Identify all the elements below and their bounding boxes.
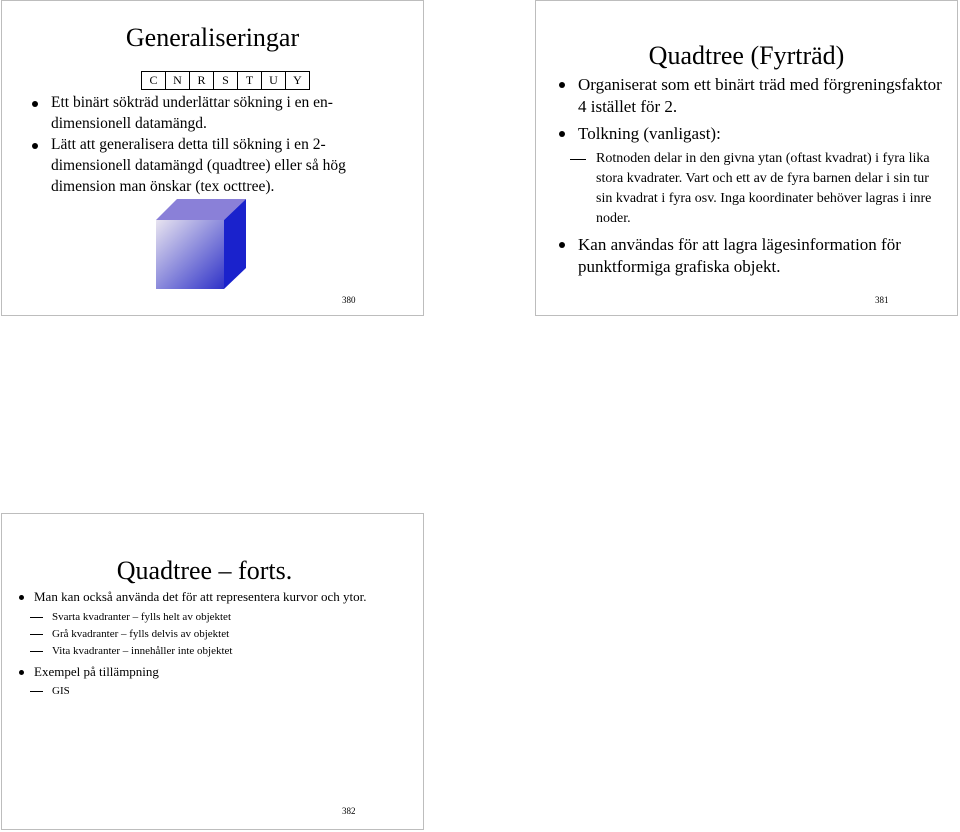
slide-380: [1, 0, 424, 316]
bullet: [51, 134, 381, 197]
dash-icon: [30, 617, 43, 618]
sub-bullet-text: GIS: [52, 685, 70, 697]
dash-icon: [30, 691, 43, 692]
slide-381: [535, 0, 958, 316]
cube-front-face: [156, 220, 224, 289]
bullet-text: Exempel på tillämpning: [34, 664, 159, 679]
sub-bullet-text: Grå kvadranter – fylls delvis av objektet: [52, 628, 230, 640]
sub-bullet: [52, 644, 412, 658]
letter-cell: U: [262, 72, 286, 90]
bullet: [578, 234, 948, 278]
bullet-dot-icon: [559, 242, 565, 248]
cube-illustration: [154, 199, 248, 293]
slide-number: 382: [342, 806, 356, 816]
sub-bullet: [52, 684, 412, 698]
bullet: [578, 123, 948, 145]
slide-title: Quadtree – forts.: [116, 556, 293, 585]
sub-bullet-text: Vita kvadranter – innehåller inte objektet: [52, 645, 233, 657]
sub-bullet: [52, 610, 412, 624]
letter-cell: N: [166, 72, 190, 90]
bullet: [51, 92, 381, 134]
slide-title: Quadtree (Fyrträd): [648, 41, 845, 70]
slide-title: Generaliseringar: [125, 23, 300, 52]
sub-bullet-text: Rotnoden delar in den givna ytan (oftast kvadrat) i fyra lika stora kvadrater. Vart och ett av de fyra barnen delar i sin tur sin kvadrat i fyra osv. Inga koordinater behöver lagras i inre noder.: [596, 151, 932, 226]
bullet-dot-icon: [559, 131, 565, 137]
bullet: [578, 74, 948, 118]
sub-bullet: [52, 627, 412, 641]
bullet: [34, 588, 424, 606]
bullet-text: Organiserat som ett binärt träd med förgreningsfaktor 4 istället för 2.: [578, 75, 942, 116]
letter-cell: R: [190, 72, 214, 90]
dash-icon: [570, 159, 586, 160]
bullet-text: Tolkning (vanligast):: [578, 124, 721, 143]
dash-icon: [30, 651, 43, 652]
letter-cell: C: [142, 72, 166, 90]
bullet-text: Man kan också använda det för att representera kurvor och ytor.: [34, 589, 367, 604]
dash-icon: [30, 634, 43, 635]
bullet-text: Kan användas för att lagra lägesinformation för punktformiga grafiska objekt.: [578, 235, 901, 276]
bullet-dot-icon: [32, 143, 38, 149]
letter-cell: T: [238, 72, 262, 90]
letter-table: [141, 71, 310, 90]
bullet-text: Ett binärt sökträd underlättar sökning i en en- dimensionell datamängd.: [51, 94, 333, 132]
bullet-text: Lätt att generalisera detta till sökning i en 2- dimensionell datamängd (quadtree) eller så hög dimension man önskar (tex octtree).: [51, 136, 346, 195]
bullet-dot-icon: [19, 595, 24, 600]
sub-bullet-text: Svarta kvadranter – fylls helt av objektet: [52, 611, 231, 623]
letter-cell: Y: [286, 72, 310, 90]
bullet-dot-icon: [559, 82, 565, 88]
bullet: [34, 663, 424, 681]
sub-bullet: [596, 149, 946, 229]
slide-number: 381: [875, 295, 889, 305]
slide-382: [1, 513, 424, 830]
bullet-dot-icon: [32, 101, 38, 107]
slide-number: 380: [342, 295, 356, 305]
bullet-dot-icon: [19, 670, 24, 675]
letter-cell: S: [214, 72, 238, 90]
